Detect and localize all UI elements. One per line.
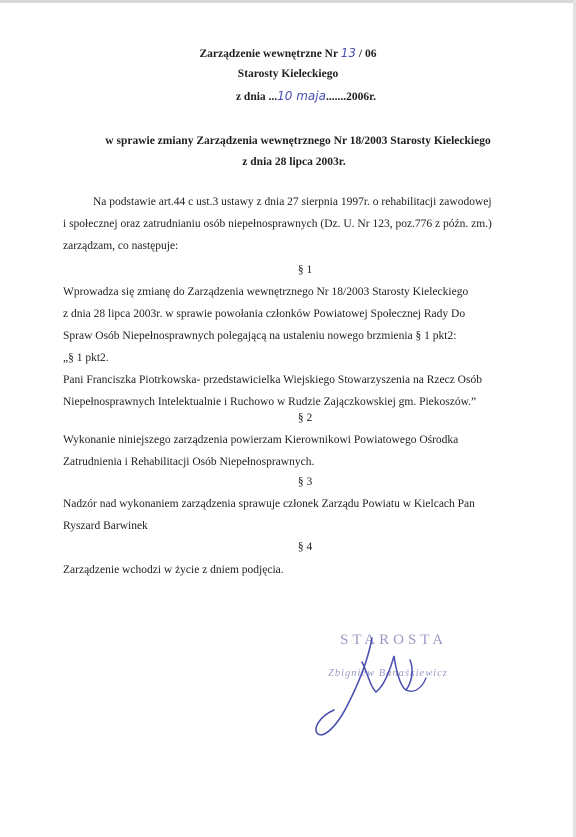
scan-edge-top: [0, 0, 576, 3]
date-prefix: z dnia: [235, 91, 266, 103]
subject-line-1: w sprawie zmiany Zarządzenia wewnętrznego Nr 18/2003 Starosty Kieleckiego: [105, 135, 491, 147]
issuer: Starosty Kieleckiego: [237, 68, 339, 80]
title-prefix: Zarządzenie wewnętrzne Nr: [199, 48, 338, 60]
section-2-line-2: Zatrudnienia i Rehabilitacji Osób Niepełnosprawnych.: [63, 456, 315, 468]
document-title: [0, 46, 576, 60]
section-3-mark: § 3: [297, 476, 313, 488]
section-1-mark: § 1: [297, 264, 313, 276]
section-2-mark: § 2: [297, 412, 313, 424]
title-suffix: / 06: [358, 48, 377, 60]
stamp-name: Zbigniew Banaśkiewicz: [328, 668, 448, 679]
section-1-line-2: z dnia 28 lipca 2003r. w sprawie powołania członków Powiatowej Społecznej Rady Do: [63, 308, 466, 320]
section-1-line-6: Niepełnosprawnych Intelektualnie i Ruchowo w Rudzie Zajączkowskiej gm. Piekoszów.”: [63, 396, 477, 408]
preamble-line-3: zarządzam, co następuje:: [63, 240, 179, 252]
section-3-line-2: Ryszard Barwinek: [63, 520, 148, 532]
date-dots-left: ...: [268, 91, 278, 103]
section-1-line-4: „§ 1 pkt2.: [63, 352, 109, 364]
document-date: [18, 89, 576, 103]
section-4-line-1: Zarządzenie wchodzi w życie z dniem podjęcia.: [63, 564, 284, 576]
section-1-line-3: Spraw Osób Niepełnosprawnych polegającą na ustaleniu nowego brzmienia § 1 pkt2:: [63, 330, 457, 342]
subject-line-2: z dnia 28 lipca 2003r.: [242, 156, 346, 168]
preamble-line-1: Na podstawie art.44 c ust.3 ustawy z dnia 27 sierpnia 1997r. o rehabilitacji zawodowej: [93, 196, 492, 208]
date-suffix: 2006r.: [346, 91, 377, 103]
date-handwritten: 10 maja: [277, 89, 326, 103]
date-dots-right: .......: [325, 91, 347, 103]
section-2-line-1: Wykonanie niniejszego zarządzenia powierzam Kierownikowi Powiatowego Ośrodka: [63, 434, 459, 446]
preamble-line-2: i społecznej oraz zatrudnianiu osób niepełnosprawnych (Dz. U. Nr 123, poz.776 z późn. zm.): [63, 218, 492, 230]
handwritten-signature: [310, 630, 430, 745]
section-1-line-5: Pani Franciszka Piotrkowska- przedstawicielka Wiejskiego Stowarzyszenia na Rzecz Osób: [63, 374, 482, 386]
title-number-handwritten: 13: [340, 46, 357, 60]
section-1-line-1: Wprowadza się zmianę do Zarządzenia wewnętrznego Nr 18/2003 Starosty Kieleckiego: [63, 286, 469, 298]
stamp-title: STAROSTA: [340, 632, 448, 648]
section-4-mark: § 4: [297, 541, 313, 553]
section-3-line-1: Nadzór nad wykonaniem zarządzenia sprawuje członek Zarządu Powiatu w Kielcach Pan: [63, 498, 475, 510]
